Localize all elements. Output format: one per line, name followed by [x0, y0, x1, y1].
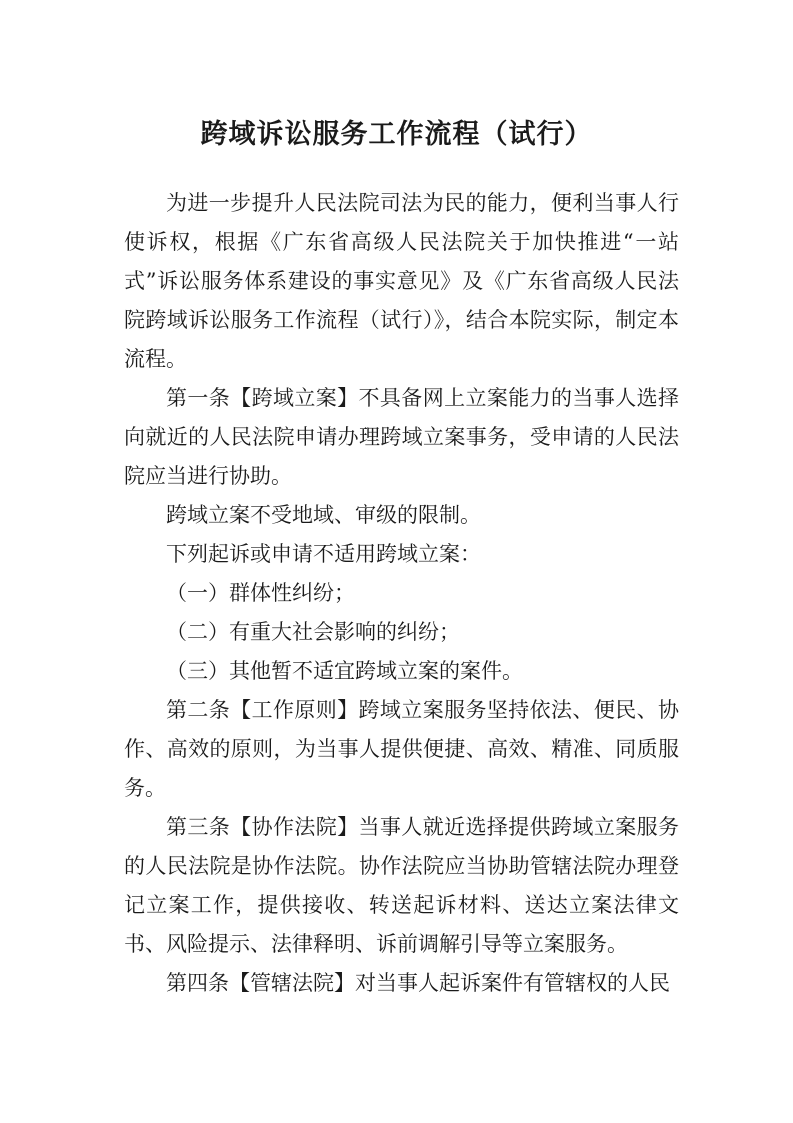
paragraph-article-3: 第三条【协作法院】当事人就近选择提供跨域立案服务的人民法院是协作法院。协作法院应当协助管辖法院办理登记立案工作，提供接收、转送起诉材料、送达立案法律文书、风险提示、法律释明、诉前调解引导等立案服务。 — [124, 815, 679, 956]
paragraph-article-1-scope: 跨域立案不受地域、审级的限制。 — [166, 503, 481, 527]
list-item-exclusion-2: （二）有重大社会影响的纠纷； — [166, 620, 460, 644]
list-item-exclusion-3: （三）其他暂不适宜跨域立案的案件。 — [166, 659, 523, 683]
paragraph-article-2: 第二条【工作原则】跨域立案服务坚持依法、便民、协作、高效的原则，为当事人提供便捷、高效、精准、同质服务。 — [124, 698, 679, 800]
paragraph-article-4: 第四条【管辖法院】对当事人起诉案件有管辖权的人民 — [166, 971, 670, 995]
paragraph-article-1: 第一条【跨域立案】不具备网上立案能力的当事人选择向就近的人民法院申请办理跨域立案事务，受申请的人民法院应当进行协助。 — [124, 386, 679, 488]
list-item-exclusion-1: （一）群体性纠纷； — [166, 581, 355, 605]
document-body — [124, 184, 679, 1003]
paragraph-preamble: 为进一步提升人民法院司法为民的能力，便利当事人行使诉权，根据《广东省高级人民法院关于加快推进“一站式”诉讼服务体系建设的事实意见》及《广东省高级人民法院跨域诉讼服务工作流程（试行）》，结合本院实际，制定本流程。 — [124, 191, 679, 371]
document-title: 跨域诉讼服务工作流程（试行） — [200, 119, 593, 150]
paragraph-article-1-exclusions: 下列起诉或申请不适用跨域立案： — [166, 542, 481, 566]
